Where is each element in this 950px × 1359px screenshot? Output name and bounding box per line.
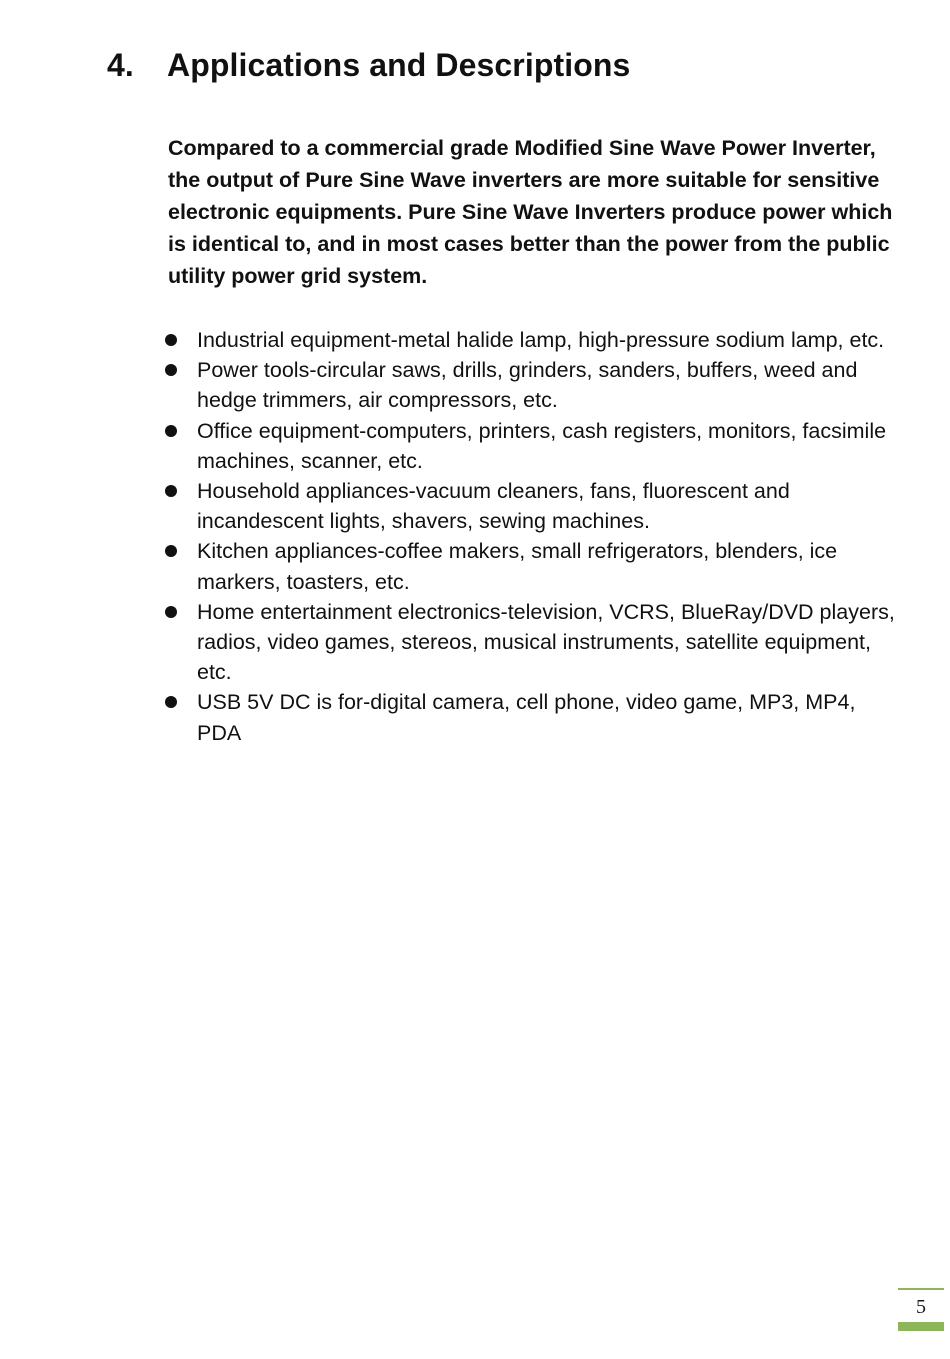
page-number: 5 <box>916 1296 926 1318</box>
list-item-text: Household appliances-vacuum cleaners, fans, fluorescent and incandescent lights, shavers, sewing machines. <box>197 479 790 534</box>
page-footer <box>898 1288 944 1332</box>
bullet-icon <box>165 696 177 708</box>
list-item-text: Power tools-circular saws, drills, grinders, sanders, buffers, weed and hedge trimmers, air compressors, etc. <box>197 358 858 413</box>
bullet-icon <box>165 485 177 497</box>
list-item-text: Home entertainment electronics-television, VCRS, BlueRay/DVD players, radios, video games, stereos, musical instruments, satellite equipment, etc. <box>197 599 895 685</box>
list-item <box>160 416 900 476</box>
list-item <box>160 325 900 355</box>
section-heading <box>107 44 630 86</box>
applications-list <box>160 325 900 748</box>
bullet-icon <box>165 545 177 557</box>
list-item <box>160 597 900 688</box>
intro-paragraph: Compared to a commercial grade Modified Sine Wave Power Inverter, the output of Pure Sine Wave inverters are more suitable for sensitive electronic equipments. Pure Sine Wave Inverters produce power which is identical to, and in most cases better than the power from the public utility power grid system. <box>168 136 893 288</box>
footer-accent-line <box>898 1288 944 1290</box>
section-number: 4. <box>107 47 134 83</box>
footer-accent-bar <box>898 1322 944 1331</box>
bullet-icon <box>165 334 177 346</box>
list-item-text: USB 5V DC is for-digital camera, cell phone, video game, MP3, MP4, PDA <box>197 690 856 745</box>
section-title: Applications and Descriptions <box>167 47 631 83</box>
list-item <box>160 536 900 596</box>
list-item <box>160 687 900 747</box>
list-item-text: Industrial equipment-metal halide lamp, high-pressure sodium lamp, etc. <box>197 328 885 352</box>
list-item <box>160 476 900 536</box>
list-item-text: Kitchen appliances-coffee makers, small refrigerators, blenders, ice markers, toasters, etc. <box>197 539 838 594</box>
list-item-text: Office equipment-computers, printers, cash registers, monitors, facsimile machines, scanner, etc. <box>197 418 887 473</box>
bullet-icon <box>165 364 177 376</box>
bullet-icon <box>165 606 177 618</box>
bullet-icon <box>165 425 177 437</box>
list-item <box>160 355 900 415</box>
